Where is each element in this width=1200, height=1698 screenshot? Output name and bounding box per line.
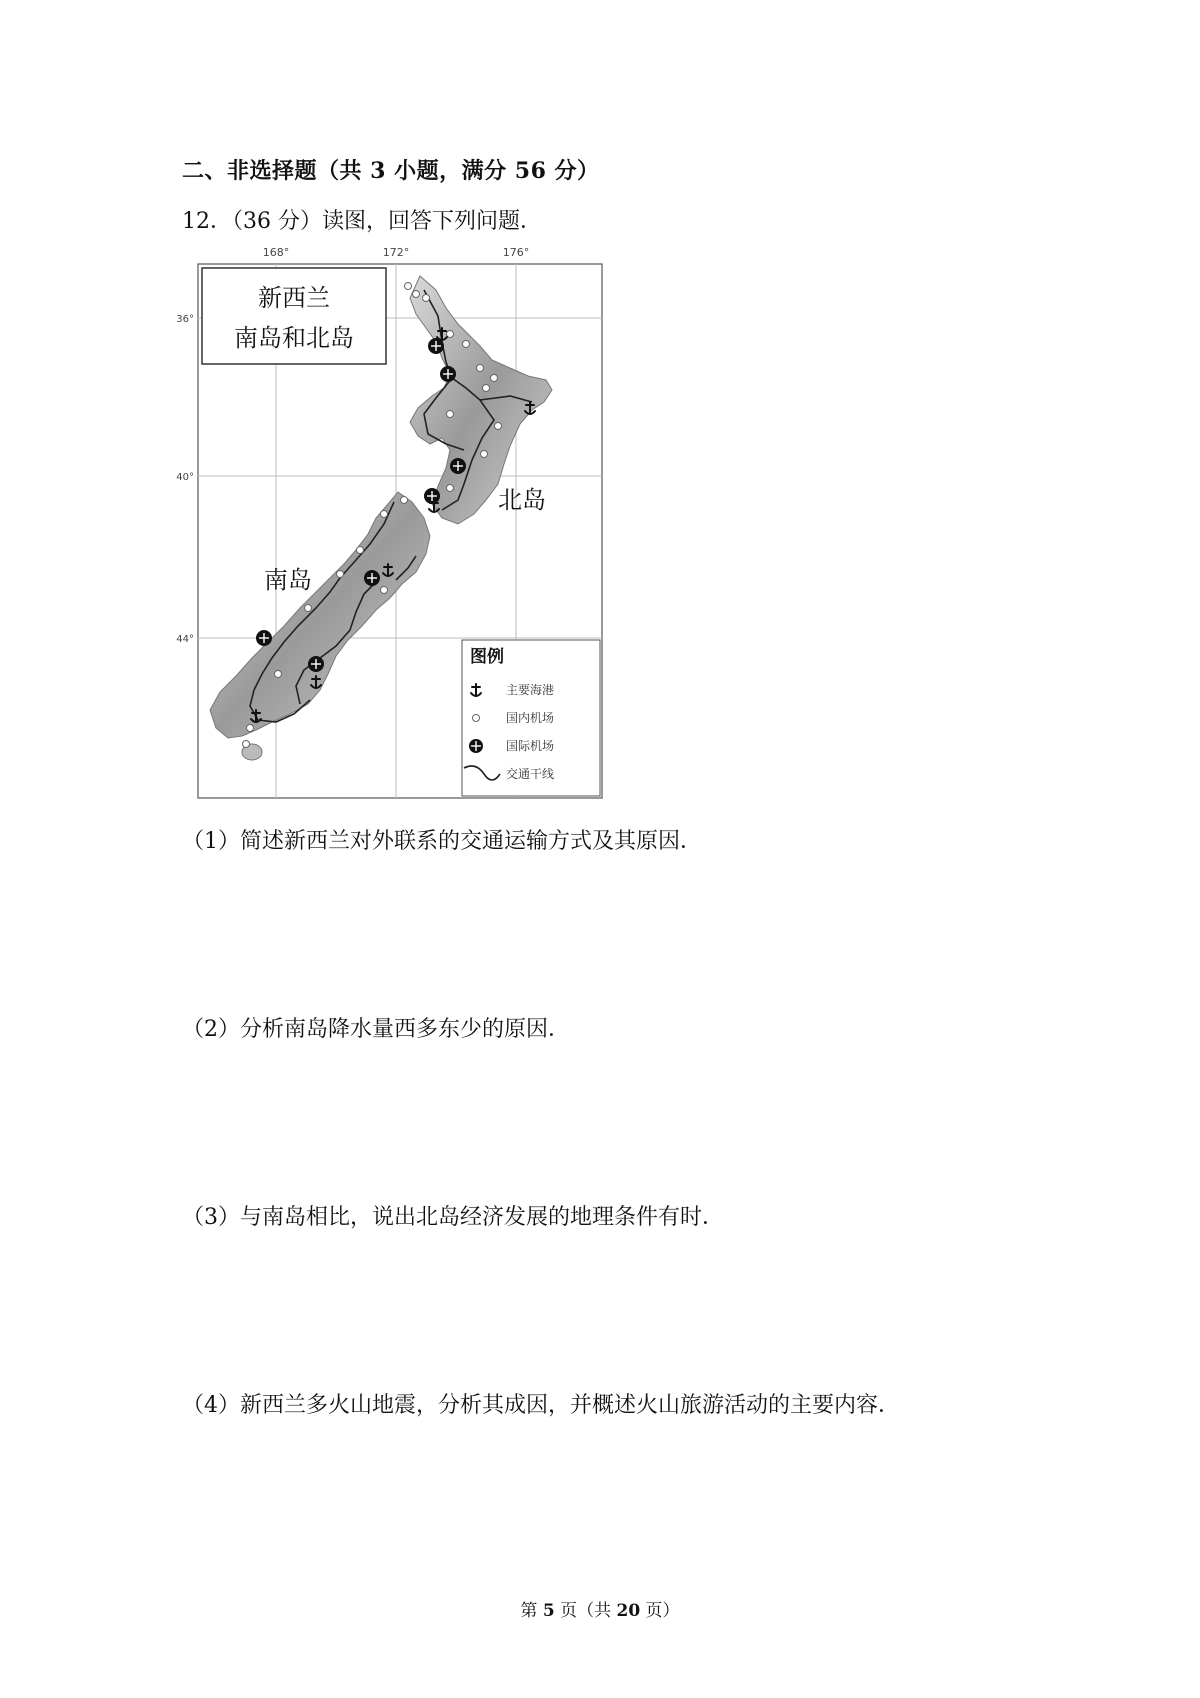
domestic-airport-icon bbox=[473, 715, 480, 722]
south-island-label: 南岛 bbox=[264, 566, 312, 594]
sub-question-3: （3）与南岛相比，说出北岛经济发展的地理条件有时． bbox=[182, 1205, 724, 1230]
legend-title: 图例 bbox=[470, 647, 504, 667]
sub-question-2: （2）分析南岛降水量西多东少的原因． bbox=[182, 1017, 570, 1042]
map-title-line1: 新西兰 bbox=[258, 284, 330, 312]
lon-label-168: 168° bbox=[262, 246, 290, 259]
north-island-label: 北岛 bbox=[498, 486, 546, 514]
international-airport-icon bbox=[469, 739, 483, 753]
footer-prefix: 第 bbox=[520, 1601, 543, 1621]
new-zealand-map bbox=[176, 238, 630, 810]
sub-question-1: （1）简述新西兰对外联系的交通运输方式及其原因． bbox=[182, 829, 702, 854]
legend-label-international-airport: 国际机场 bbox=[506, 739, 555, 753]
lon-label-176: 176° bbox=[502, 246, 530, 259]
footer-page-number: 5 bbox=[542, 1601, 555, 1621]
lat-label-40: 40° bbox=[176, 472, 194, 483]
lat-label-44: 44° bbox=[176, 634, 194, 645]
map-legend bbox=[462, 640, 600, 796]
sub-question-4: （4）新西兰多火山地震，分析其成因，并概述火山旅游活动的主要内容． bbox=[182, 1393, 900, 1418]
question-stem: 12．（36 分）读图，回答下列问题． bbox=[182, 209, 542, 234]
lat-label-36: 36° bbox=[176, 314, 194, 325]
section-title: 二、非选择题（共 3 小题，满分 56 分） bbox=[182, 158, 600, 184]
legend-label-transport-line: 交通干线 bbox=[506, 767, 555, 781]
legend-label-sea-port: 主要海港 bbox=[506, 683, 555, 697]
map-title-line2: 南岛和北岛 bbox=[234, 324, 354, 352]
lon-label-172: 172° bbox=[382, 246, 410, 259]
footer-suffix: 页） bbox=[640, 1601, 680, 1621]
legend-label-domestic-airport: 国内机场 bbox=[506, 711, 555, 725]
footer-total-pages: 20 bbox=[616, 1601, 641, 1621]
footer-middle: 页（共 bbox=[554, 1601, 617, 1621]
page-footer bbox=[0, 1596, 1200, 1621]
